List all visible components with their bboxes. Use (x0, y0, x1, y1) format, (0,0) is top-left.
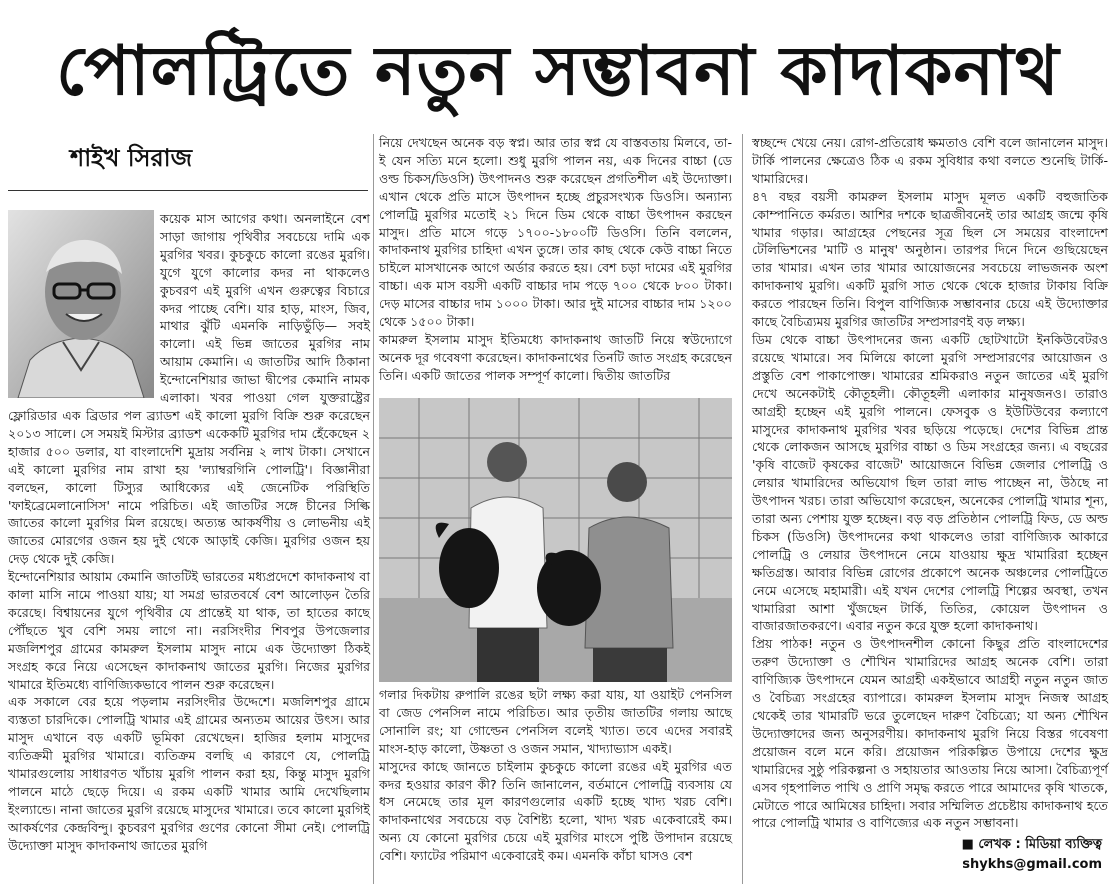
article-column-3 (752, 134, 1108, 831)
author-signature (962, 835, 1102, 875)
paragraph: ৪৭ বছর বয়সী কামরুল ইসলাম মাসুদ মূলত একটি বহুজাতিক কোম্পানিতে কর্মরত। আশির দশকে ছাত্রজীবনেই তার আগ্রহ জন্মে কৃষি খামার গড়ার। আগ্রহের পেছনের সূত্র ছিল সে সময়ের বাংলাদেশ টেলিভিশনের 'মাটি ও মানুষ' অনুষ্ঠান। তারপর দিনে দিনে গুছিয়েছেন তার খামার। এখন তার খামার আয়োজনের সবচেয়ে লাভজনক অংশ কাদাকনাথ মুরগি। একটি মুরগি সাত থেকে থেকে হাজার টাকায় বিক্রি করতে পারছেন তিনি। বিপুল বাণিজ্যিক সম্ভাবনার চেয়ে এই উদ্যোক্তার কাছে বৈচিত্র্যময় মুরগির জাতটির সম্প্রসারণই বড় লক্ষ্য। (752, 188, 1108, 330)
column-rule (373, 134, 374, 884)
farm-photo (379, 398, 732, 682)
paragraph: ডিম থেকে বাচ্চা উৎপাদনের জন্য একটি ছোটখাটো ইনকিউবেটরও রয়েছে খামারে। সব মিলিয়ে কালো মুরগি সম্প্রসারণের আয়োজন ও প্রস্তুতি বেশ পাকাপোক্ত। খামারের শ্রমিকরাও নতুন জাতের এই মুরগি দেখে অনেকটাই কৌতূহলী। কৌতূহলী এলাকার মানুষজনও। তারাও আগ্রহী হচ্ছেন এই মুরগি পালনে। ফেসবুক ও ইউটিউবের কল্যাণে মাসুদের কাদাকনাথ মুরগির খবর ছড়িয়ে পড়েছে। দেশের বিভিন্ন প্রান্ত থেকে লোকজন আসছে মুরগির বাচ্চা ও ডিম সংগ্রহের জন্য। এ বছরের 'কৃষি বাজেট কৃষকের বাজেট' আয়োজনে বিভিন্ন জেলার পোলট্রি ও লেয়ার খামারিদের অভিযোগ ছিল তারা লাভ পাচ্ছেন না, উঠছে না উৎপাদন খরচ। তারা অভিযোগ করেছেন, অনেকের পোলট্রি খামার শূন্য, তারা অন্য পেশায় যুক্ত হচ্ছেন। বড় বড় প্রতিষ্ঠান পোলট্রি ফিড, ডে অল্ড চিকস (ডিওসি) উৎপাদনের কথা থাকলেও তারা বাণিজ্যিক আকারে পোলট্রি ও লেয়ার উৎপাদনে নেমে যাওয়ায় ক্ষুদ্র খামারিরা হচ্ছেন ক্ষতিগ্রস্ত। আবার বিভিন্ন রোগের প্রকোপে অনেক অঞ্চলের পোলট্রিতে নেমে এসেছে মহামারী। এই যখন দেশের পোলট্রি শিল্পের অবস্থা, তখন খামারিরা আশা খুঁজছেন টার্কি, তিতির, কোয়েল উৎপাদন ও বাজারজাতকরণে। এবার নতুন করে যুক্ত হলো কাদাকনাথ। (752, 331, 1108, 634)
paragraph: স্বচ্ছন্দে খেয়ে নেয়। রোগ-প্রতিরোধ ক্ষমতাও বেশি বলে জানালেন মাসুদ। টার্কি পালনের ক্ষেত্রেও ঠিক এ রকম সুবিধার কথা বলতে শুনেছি টার্কি-খামারিদের। (752, 135, 1108, 186)
byline: শাইখ সিরাজ (70, 144, 193, 172)
paragraph: প্রিয় পাঠক! নতুন ও উৎপাদনশীল কোনো কিছুর প্রতি বাংলাদেশের তরুণ উদ্যোক্তা ও শৌখিন খামারিদের আগ্রহ অনেক বেশি। তারা বাণিজ্যিক উৎপাদনে যেমন আগ্রহী একইভাবে আগ্রহী নতুন নতুন জাত ও বৈচিত্র্য সংগ্রহের ব্যাপারে। কামরুল ইসলাম মাসুদ নিজস্ব আগ্রহ থেকেই তার খামারটি ভরে তুলেছেন দারুণ বৈচিত্র্যে; যা অন্য শৌখিন উদ্যোক্তাদের জন্য অনুসরণীয়। কাদাকনাথ মুরগি নিয়ে বিস্তর গবেষণা প্রয়োজন বলে মনে করি। প্রয়োজন পরিকল্পিত উপায়ে দেশের ক্ষুদ্র খামারিদের সুষ্ঠু পরিকল্পনা ও সহায়তার আওতায় নিয়ে আসা। বৈচিত্র্যপূর্ণ এসব গৃহপালিত পাখি ও প্রাণি সমৃদ্ধ করতে পারে আমাদের কৃষি খাতকে, মেটাতে পারে আমিষের চাহিদা। সবার সম্মিলিত প্রচেষ্টায় কাদাকনাথ হতে পারে পোলট্রি খামার ও বাণিজ্যের এক নতুন সম্ভাবনা। (752, 636, 1108, 831)
author-portrait-image (8, 210, 154, 398)
paragraph: কামরুল ইসলাম মাসুদ ইতিমধ্যে কাদাকনাথ জাতটি নিয়ে স্বউদ্যোগে অনেক দূর গবেষণা করেছেন। কাদাকনাথের তিনটি জাত সংগ্রহ করেছেন তিনি। একটি জাতের পালক সম্পূর্ণ কালো। দ্বিতীয় জাতটির (379, 331, 732, 383)
author-portrait (8, 210, 160, 398)
paragraph: মাসুদের কাছে জানতে চাইলাম কুচকুচে কালো রঙের এই মুরগির এত কদর হওয়ার কারণ কী? তিনি জানালেন, বর্তমানে পোলট্রি ব্যবসায় যে ধস নেমেছে তার মূল কারণগুলোর একটি হচ্ছে খাদ্য খরচ বেশি। কাদাকনাথের সবচেয়ে বড় বৈশিষ্ট্য হলো, খাদ্য খরচ একেবারেই কম। অন্য যে কোনো মুরগির চেয়ে এই মুরগির মাংসে পুষ্টি উপাদান রয়েছে বেশি। ফ্যাটের পরিমাণ একেবারেই কম। এমনকি কাঁচা ঘাসও বেশ (379, 758, 732, 864)
article-column-2-top (379, 134, 732, 384)
paragraph: গলার দিকটায় রুপালি রঙের ছটা লক্ষ্য করা যায়, যা ওয়াইট পেনসিল বা জেড পেনসিল নামে পরিচিত। আর তৃতীয় জাতটির গলায় আছে সোনালি রং; যা গোল্ডেন পেনসিল বলেই খ্যাত। তবে এদের সবারই মাংস-হাড় কালো, উষ্ণতা ও ওজন সমান, খাদ্যাভ্যাস একই। (379, 687, 732, 756)
author-email: shykhs@gmail.com (962, 857, 1102, 872)
article-column-1 (8, 210, 370, 884)
farm-photo-image (379, 398, 732, 682)
paragraph: নিয়ে দেখছেন অনেক বড় স্বপ্ন। আর তার স্বপ্ন যে বাস্তবতায় মিলবে, তা-ই যেন সত্যি মনে হলো। শুধু মুরগি পালন নয়, এক দিনের বাচ্চা (ডে ওল্ড চিকস/ডিওসি) উৎপাদনও শুরু করেছেন প্রগতিশীল এই উদ্যোক্তা। এখান থেকে প্রতি মাসে উৎপাদন হচ্ছে প্রচুরসংখ্যক ডিওসি। অন্যান্য পোলট্রি মুরগির মতোই ২১ দিনে ডিম থেকে বাচ্চা উৎপাদন করছেন মাসুদ। প্রতি মাসে গড়ে ১৭০০-১৮০০টি ডিওসি। তিনি বললেন, কাদাকনাথ মুরগির চাহিদা এখন তুঙ্গে। তার কাছ থেকে কেউ বাচ্চা নিতে চাইলে মাসখানেক আগে অর্ডার করতে হয়। বেশ চড়া দামের এই মুরগির বাচ্চা। এক মাস বয়সী একটি বাচ্চার দাম পড়ে ৭০০ থেকে ৮০০ টাকা। দেড় মাসের বাচ্চার দাম ১০০০ টাকা। আর দুই মাসের বাচ্চার দাম ১২০০ থেকে ১৫০০ টাকা। (379, 135, 732, 330)
paragraph: কয়েক মাস আগের কথা। অনলাইনে বেশ সাড়া জাগায় পৃথিবীর সবচেয়ে দামি এক মুরগির খবর। কুচকুচে কালো রঙের মুরগি। যুগে যুগে কালোর কদর না থাকলেও কুচবরণ এই মুরগি এখন গুরুত্বের বিচারে কদর পাচ্ছে বেশি। যার হাড়, মাংস, জিব, মাথার ঝুঁটি এমনকি নাড়িভুঁড়ি— সবই কালো। এই ভিন্ন জাতের মুরগির নাম আয়াম কেমানি। এ জাতটির আদি ঠিকানা ইন্দোনেশিয়ার জাভা দ্বীপের কেমানি নামক এলাকা। খবর পাওয়া গেল যুক্তরাষ্ট্রের ফ্লোরিডার এক ব্রিডার পল ব্র্যাডশ এই কালো মুরগি বিক্রি শুরু করেছেন ২০১৩ সালে। সে সময়ই মিস্টার ব্র্যাডশ একেকটি মুরগির দাম হেঁকেছেন ২ হাজার ৫০০ ডলার, যা বাংলাদেশি মুদ্রায় সর্বনিম্ন ২ লাখ টাকা। সেখানে এই কালো মুরগির নাম রাখা হয় 'ল্যাম্বরগিনি পোলট্রি'। বিজ্ঞানীরা বলছেন, কালো টিস্যুর আধিক্যের এই জেনেটিক পরিস্থিতি 'ফাইব্রেমেলানোসিস' নামে পরিচিত। এই জাতটির সঙ্গে চীনের সিল্কি জাতের কালো মুরগির মিল রয়েছে। অত্যন্ত আকর্ষণীয় ও লোভনীয় এই জাতের মোরগের ওজন হয় দুই থেকে আড়াই কেজি। মুরগির ওজন হয় দেড় থেকে দুই কেজি। (8, 211, 370, 567)
paragraph: ইন্দোনেশিয়ার আয়াম কেমানি জাতটিই ভারতের মধ্যপ্রদেশে কাদাকনাথ বা কালা মাসি নামে পাওয়া যায়; যা সমগ্র ভারতবর্ষে বেশ আলোড়ন তৈরি করেছে। বিশ্বায়নের যুগে পৃথিবীর যে প্রান্তেই যা থাক, তা হাতের কাছে পৌঁছতে খুব বেশি সময় লাগে না। নরসিংদীর শিবপুর উপজেলার মজলিশপুর গ্রামের কামরুল ইসলাম মাসুদ নামে এক উদ্যোক্তা ঠিকই সংগ্রহ করে নিয়ে এসেছেন কাদাকনাথ জাতের মুরগি। নিজের মুরগির খামারে ইতিমধ্যে বাণিজ্যিকভাবে পালন শুরু করেছেন। (8, 569, 370, 692)
paragraph: এক সকালে বের হয়ে পড়লাম নরসিংদীর উদ্দেশে। মজলিশপুর গ্রামে ব্যস্ততা চারদিকে। পোলট্রি খামার এই গ্রামের অন্যতম আয়ের উৎস। আর মাসুদ এখানে বড় একটি ভূমিকা রেখেছেন। হাজির হলাম মাসুদের ব্যতিক্রমী মুরগির খামারে। ব্যতিক্রম বলছি এ কারণে যে, পোলট্রি খামারগুলোয় সাধারণত খাঁচায় মুরগি পালন করা হয়, কিন্তু মাসুদ মুরগি পালনে মাঠে ছেড়ে দিয়ে। এ রকম একটি খামার আমি দেখেছিলাম ইংল্যান্ডে। নানা জাতের মুরগি রয়েছে মাসুদের খামারে। তবে কালো মুরগিই আকর্ষণের কেন্দ্রবিন্দু। কুচবরণ মুরগির গুণের কোনো সীমা নেই। পোলট্রি উদ্যোক্তা মাসুদ কাদাকনাথ জাতের মুরগি (8, 694, 370, 853)
headline: পোলট্রিতে নতুন সম্ভাবনা কাদাকনাথ (56, 32, 1060, 111)
column-rule (742, 134, 743, 884)
byline-rule (8, 190, 368, 191)
author-role: ■ লেখক : মিডিয়া ব্যক্তিত্ব (961, 837, 1102, 852)
article-column-2-bottom (379, 686, 732, 880)
